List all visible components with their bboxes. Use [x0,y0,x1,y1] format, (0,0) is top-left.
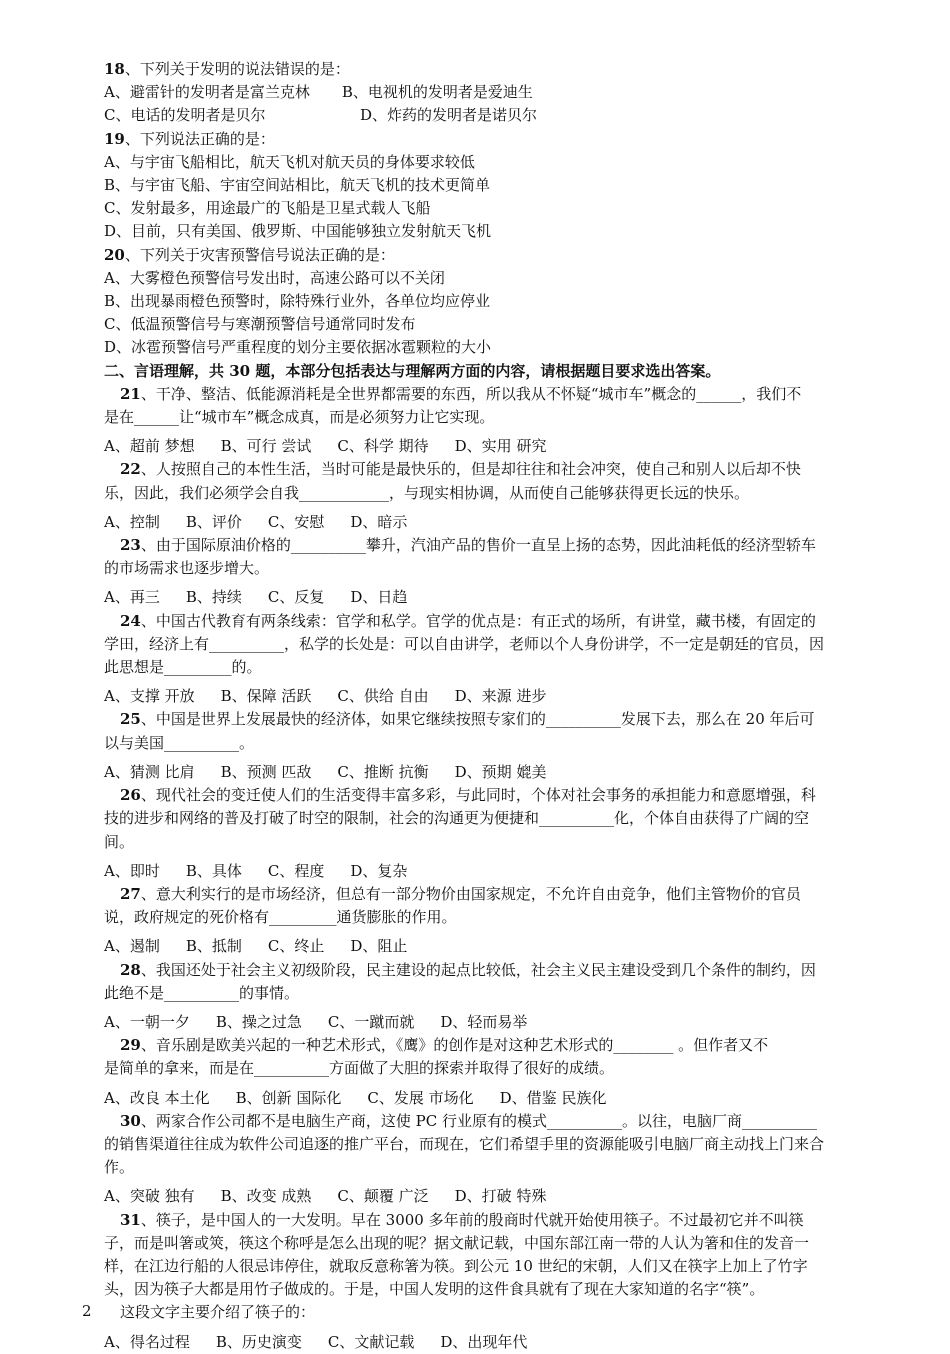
question-18-stem: 18、下列关于发明的说法错误的是： [104,60,350,78]
question-22-options: A、控制 B、评价 C、安慰 D、暗示 [104,512,408,531]
question-30-line-2: 的销售渠道往往成为软件公司追逐的推广平台，而现在，它们希望手里的资源能吸引电脑厂商主动找上门来合 [104,1134,825,1153]
question-31-line-4: 头，因为筷子大都是用竹子做成的。于是，中国人发明的这件食具就有了现在大家知道的名字“筷”。 [104,1280,765,1299]
question-23-line-1: 23、由于国际原油价格的__________攀升，汽油产品的售价一直呈上扬的态势，因此油耗低的经济型轿车 [120,536,816,555]
question-25-line-2: 以与美国__________。 [104,733,255,752]
question-28-line-2: 此绝不是__________的事情。 [104,983,300,1002]
q19-option-a: A、与宇宙飞船相比，航天飞机对航天员的身体要求较低 [104,152,475,171]
question-31-options: A、得名过程 B、历史演变 C、文献记载 D、出现年代 [104,1332,528,1351]
question-29-line-1: 29、音乐剧是欧美兴起的一种艺术形式，《鹰》的创作是对这种艺术形式的________ 。但作者又不 [120,1036,769,1055]
q19-option-d: D、目前，只有美国、俄罗斯、中国能够独立发射航天飞机 [104,222,492,241]
question-28-options: A、一朝一夕 B、操之过急 C、一蹴而就 D、轻而易举 [104,1012,528,1031]
page-number: 2 [82,1302,92,1320]
question-25-line-1: 25、中国是世界上发展最快的经济体，如果它继续按照专家们的__________发展下去，那么在 20 年后可 [120,710,815,729]
question-27-line-1: 27、意大利实行的是市场经济，但总有一部分物价由国家规定，不允许自由竞争，他们主管物价的官员 [120,884,801,903]
question-27-line-2: 说，政府规定的死价格有_________通货膨胀的作用。 [104,908,457,927]
q20-option-c: C、低温预警信号与寒潮预警信号通常同时发布 [104,315,416,334]
q18-option-d: D、炸药的发明者是诺贝尔 [360,106,538,125]
question-24-line-2: 学田，经济上有__________，私学的长处是：可以自由讲学，老师以个人身份讲学，不一定是朝廷的官员，因 [104,634,825,653]
question-22-line-2: 乐，因此，我们必须学会自我____________，与现实相协调，从而使自己能够获得更长远的快乐。 [104,483,750,502]
q20-option-a: A、大雾橙色预警信号发出时，高速公路可以不关闭 [104,268,445,287]
section-heading: 二、言语理解，共 30 题，本部分包括表达与理解两方面的内容，请根据题目要求选出答案。 [104,361,721,380]
question-24-options: A、支撑 开放 B、保障 活跃 C、供给 自由 D、来源 进步 [104,687,547,706]
question-31-line-3: 样，在江边行船的人很忌讳停住，就取反意称箸为筷。到公元 10 世纪的宋朝，人们又在筷字上加上了竹字 [104,1256,808,1275]
question-31-line-2: 子，而是叫箸或筴，筷这个称呼是怎么出现的呢？据文献记载，中国东部江南一带的人认为箸和住的发音一 [104,1233,810,1252]
question-21-options: A、超前 梦想 B、可行 尝试 C、科学 期待 D、实用 研究 [104,437,547,456]
question-26-line-3: 间。 [104,832,135,851]
question-21-line-1: 21、干净、整洁、低能源消耗是全世界都需要的东西，所以我从不怀疑“城市车”概念的______，我们不 [120,384,802,403]
question-31-line-1: 31、筷子，是中国人的一大发明。早在 3000 多年前的殷商时代就开始使用筷子。不过最初它并不叫筷 [120,1210,804,1229]
q19-option-c: C、发射最多，用途最广的飞船是卫星式载人飞船 [104,199,431,218]
question-21-line-2: 是在______让“城市车”概念成真，而是必须努力让它实现。 [104,408,495,427]
q18-option-c: C、电话的发明者是贝尔 [104,106,266,125]
question-24-line-1: 24、中国古代教育有两条线索：官学和私学。官学的优点是：有正式的场所，有讲堂，藏书楼，有固定的 [120,611,816,630]
question-30-line-3: 作。 [104,1158,135,1177]
question-26-line-1: 26、现代社会的变迁使人们的生活变得丰富多彩，与此同时，个体对社会事务的承担能力和意愿增强，科 [120,786,816,805]
question-24-line-3: 此思想是_________的。 [104,658,262,677]
question-23-options: A、再三 B、持续 C、反复 D、日趋 [104,588,408,607]
document-page [104,58,880,1354]
question-30-line-1: 30、两家合作公司都不是电脑生产商，这使 PC 行业原有的模式__________。以往，电脑厂商__________ [120,1111,817,1130]
question-27-options: A、遏制 B、抵制 C、终止 D、阻止 [104,937,408,956]
question-18-option-row [104,104,880,127]
question-30-options: A、突破 独有 B、改变 成熟 C、颠覆 广泛 D、打破 特殊 [104,1187,547,1206]
question-22-line-1: 22、人按照自己的本性生活，当时可能是最快乐的，但是却往往和社会冲突，使自己和别人以后却不快 [120,460,801,479]
question-23-line-2: 的市场需求也逐步增大。 [104,559,270,578]
question-25-options: A、猜测 比肩 B、预测 匹敌 C、推断 抗衡 D、预期 媲美 [104,762,547,781]
q20-option-b: B、出现暴雨橙色预警时，除特殊行业外，各单位均应停业 [104,292,491,311]
question-19-stem: 19、下列说法正确的是： [104,129,275,148]
question-26-line-2: 技的进步和网络的普及打破了时空的限制，社会的沟通更为便捷和__________化，个体自由获得了广阔的空 [104,809,810,828]
question-28-line-1: 28、我国还处于社会主义初级阶段，民主建设的起点比较低，社会主义民主建设受到几个条件的制约，因 [120,960,816,979]
q20-option-d: D、冰雹预警信号严重程度的划分主要依据冰雹颗粒的大小 [104,338,492,357]
q18-option-b: B、电视机的发明者是爱迪生 [341,83,533,102]
q18-option-a: A、避雷针的发明者是富兰克林 [104,83,310,102]
question-31-prompt: 这段文字主要介绍了筷子的： [120,1303,316,1322]
question-18-option-row [104,81,880,104]
question-26-options: A、即时 B、具体 C、程度 D、复杂 [104,861,408,880]
question-29-line-2: 是简单的拿来，而是在__________方面做了大胆的探索并取得了很好的成绩。 [104,1059,615,1078]
q19-option-b: B、与宇宙飞船、宇宙空间站相比，航天飞机的技术更简单 [104,176,491,195]
question-20-stem: 20、下列关于灾害预警信号说法正确的是： [104,245,395,264]
question-29-options: A、改良 本土化 B、创新 国际化 C、发展 市场化 D、借鉴 民族化 [104,1088,607,1107]
